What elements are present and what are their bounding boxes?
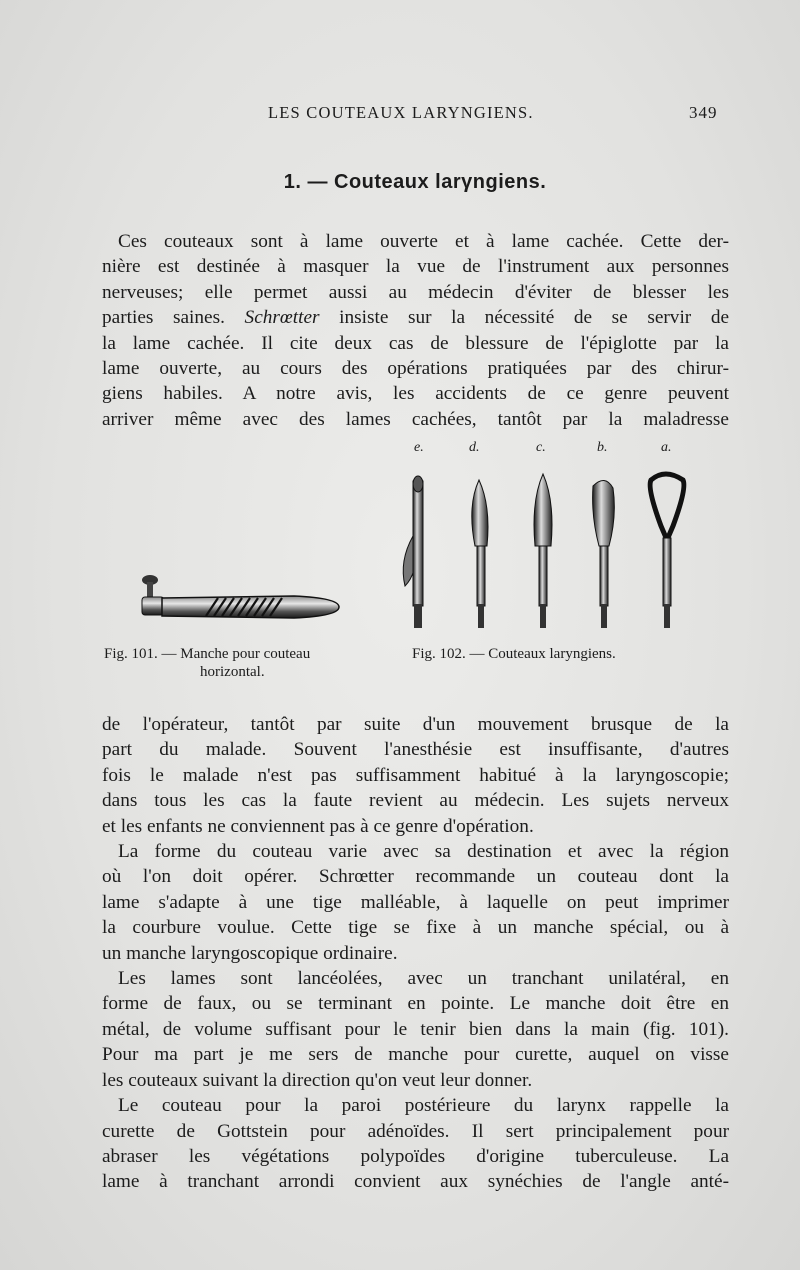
fig-letter-c: c. (536, 440, 546, 455)
ferrule (142, 597, 164, 615)
knife-c (534, 474, 552, 628)
fig-letter-b: b. (597, 440, 608, 455)
text-line-mixed (102, 305, 729, 330)
screw-neck (147, 582, 153, 598)
knife-e (403, 476, 423, 628)
text-line: métal, de volume suffisant pour le tenir bien dans la main (fig. 101). (102, 1018, 729, 1040)
text-line: Les lames sont lancéolées, avec un tranchant unilatéral, en (118, 968, 729, 990)
text-line: part du malade. Souvent l'anesthésie est insuffisante, d'autres (102, 739, 729, 761)
fig-letter-d: d. (469, 440, 480, 455)
fig102-caption: Fig. 102. — Couteaux laryngiens. (412, 646, 616, 662)
text-line: et les enfants ne conviennent pas à ce genre d'opération. (102, 815, 534, 837)
text-line: lame ouverte, au cours des opérations pratiquées par des chirur- (102, 358, 729, 380)
text-line: giens habiles. A notre avis, les accidents de ce genre peuvent (102, 383, 729, 405)
fig101-caption (104, 645, 374, 681)
text-line: les couteaux suivant la direction qu'on veut leur donner. (102, 1069, 533, 1091)
text-line: curette de Gottstein pour adénoïdes. Il sert principalement pour (102, 1120, 729, 1142)
knife-b (593, 480, 615, 628)
author-name-italic: Schrœtter (244, 307, 320, 329)
caption-line: horizontal. (200, 664, 265, 680)
text-line: lame à tranchant arrondi convient aux synéchies de l'angle anté- (102, 1171, 729, 1193)
text-line: la lame cachée. Il cite deux cas de blessure de l'épiglotte par la (102, 332, 729, 354)
knife-a (650, 474, 684, 628)
paragraph-main (102, 712, 729, 1195)
text-fragment: insiste sur la nécessité de se servir de (339, 307, 730, 329)
text-line: fois le malade n'est pas suffisamment habitué à la laryngoscopie; (102, 764, 729, 786)
caption-line: Fig. 101. — Manche pour couteau (104, 646, 311, 662)
text-line: Pour ma part je me sers de manche pour curette, auquel on visse (102, 1044, 729, 1066)
running-title: LES COUTEAUX LARYNGIENS. (268, 103, 534, 122)
text-line: de l'opérateur, tantôt par suite d'un mouvement brusque de la (102, 714, 729, 735)
text-line: nerveuses; elle permet aussi au médecin d'éviter de blesser les (102, 281, 729, 303)
text-line: la courbure voulue. Cette tige se fixe à un manche spécial, ou à (102, 917, 729, 939)
text-line: arriver même avec des lames cachées, tantôt par la maladresse (102, 408, 729, 430)
fig102-knives-illustration (395, 466, 695, 631)
text-line: nière est destinée à masquer la vue de l'instrument aux personnes (102, 256, 729, 278)
text-line: La forme du couteau varie avec sa destination et avec la région (118, 841, 729, 863)
text-line: Le couteau pour la paroi postérieure du larynx rappelle la (118, 1095, 729, 1117)
fig101-handle-illustration (134, 570, 344, 630)
handle-body (162, 596, 339, 618)
text-fragment: parties saines. (102, 307, 225, 329)
page-number: 349 (689, 103, 718, 122)
text-line: abraser les végétations polypoïdes d'origine tuberculeuse. La (102, 1145, 729, 1167)
fig-letter-e: e. (414, 440, 424, 455)
text-line: Ces couteaux sont à lame ouverte et à lame cachée. Cette der- (118, 231, 729, 252)
text-line: forme de faux, ou se terminant en pointe. Le manche doit être en (102, 993, 729, 1015)
section-title: 1. — Couteaux larγngiens. (283, 171, 547, 193)
text-line: un manche laryngoscopique ordinaire. (102, 942, 398, 964)
text-line: où l'on doit opérer. Schrœtter recommande un couteau dont la (102, 866, 729, 888)
text-line: dans tous les cas la faute revient au médecin. Les sujets nerveux (102, 790, 729, 812)
knife-d (472, 480, 488, 628)
fig-letter-a: a. (661, 440, 672, 455)
paragraph-intro (102, 229, 729, 432)
text-line: lame s'adapte à une tige malléable, à laquelle on peut imprimer (102, 891, 729, 913)
